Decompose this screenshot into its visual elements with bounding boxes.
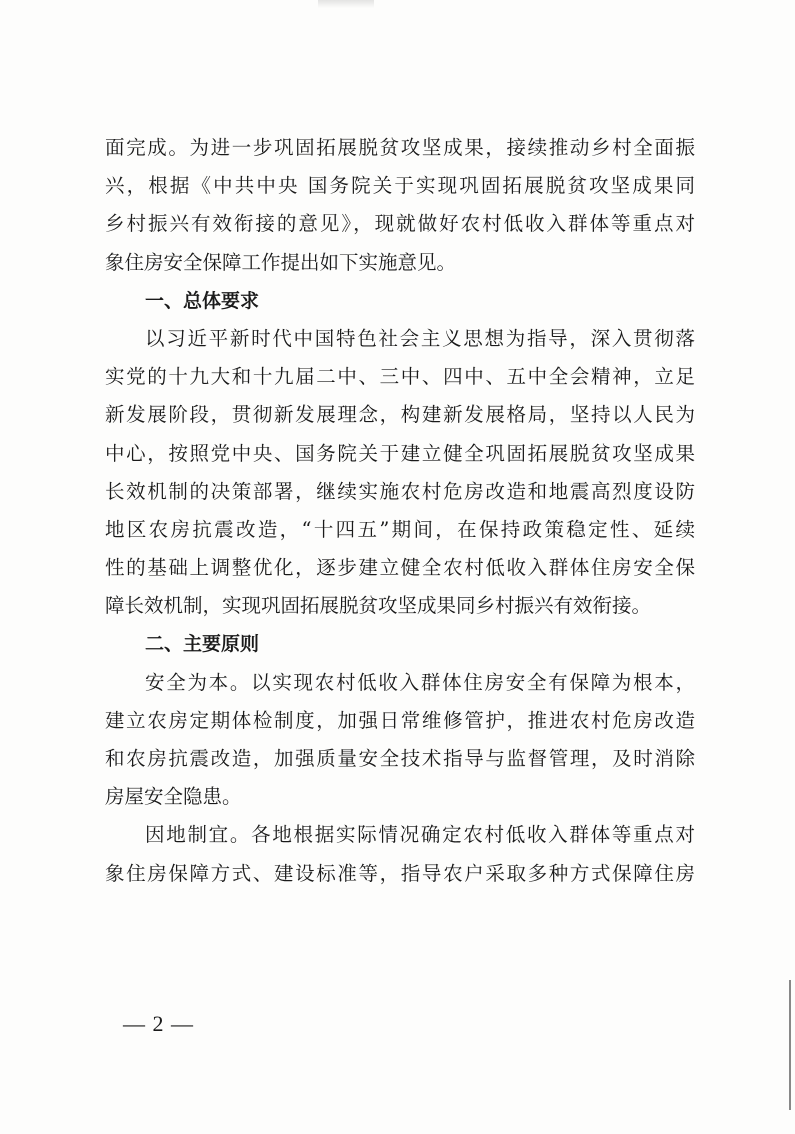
paragraph-line: 建立农房定期体检制度，加强日常维修管护，推进农村危房改造	[105, 708, 695, 732]
paragraph-line: 象住房保障方式、建设标准等，指导农户采取多种方式保障住房	[105, 861, 695, 885]
paragraph-line: 因地制宜。各地根据实际情况确定农村低收入群体等重点对	[145, 823, 695, 847]
intro-line: 象住房安全保障工作提出如下实施意见。	[105, 250, 457, 274]
scan-artifact-top	[318, 0, 374, 8]
intro-line: 乡村振兴有效衔接的意见》，现就做好农村低收入群体等重点对	[105, 212, 695, 236]
page-number: — 2 —	[123, 1011, 194, 1036]
paragraph-line: 新发展阶段，贯彻新发展理念，构建新发展格局，坚持以人民为	[105, 403, 695, 427]
paragraph-line: 中心，按照党中央、国务院关于建立健全巩固拓展脱贫攻坚成果	[105, 441, 695, 465]
section-heading-main-principles: 二、主要原则	[145, 633, 260, 656]
paragraph-line: 地区农房抗震改造，“十四五”期间，在保持政策稳定性、延续	[105, 517, 695, 541]
paragraph-line: 以习近平新时代中国特色社会主义思想为指导，深入贯彻落	[145, 326, 695, 350]
intro-line: 兴，根据《中共中央 国务院关于实现巩固拓展脱贫攻坚成果同	[105, 174, 695, 198]
paragraph-line: 长效机制的决策部署，继续实施农村危房改造和地震高烈度设防	[105, 479, 695, 503]
scan-artifact-edge	[789, 980, 791, 1110]
document-body	[105, 129, 695, 893]
paragraph-line: 性的基础上调整优化，逐步建立健全农村低收入群体住房安全保	[105, 556, 695, 580]
paragraph-line: 障长效机制，实现巩固拓展脱贫攻坚成果同乡村振兴有效衔接。	[105, 594, 652, 618]
paragraph-line: 安全为本。以实现农村低收入群体住房安全有保障为根本，	[145, 670, 695, 694]
paragraph-line: 实党的十九大和十九届二中、三中、四中、五中全会精神，立足	[105, 365, 695, 389]
paragraph-line: 和农房抗震改造，加强质量安全技术指导与监督管理，及时消除	[105, 747, 695, 770]
intro-line: 面完成。为进一步巩固拓展脱贫攻坚成果，接续推动乡村全面振	[105, 136, 695, 159]
section-heading-general-requirements: 一、总体要求	[145, 289, 260, 312]
paragraph-line: 房屋安全隐患。	[105, 785, 242, 809]
